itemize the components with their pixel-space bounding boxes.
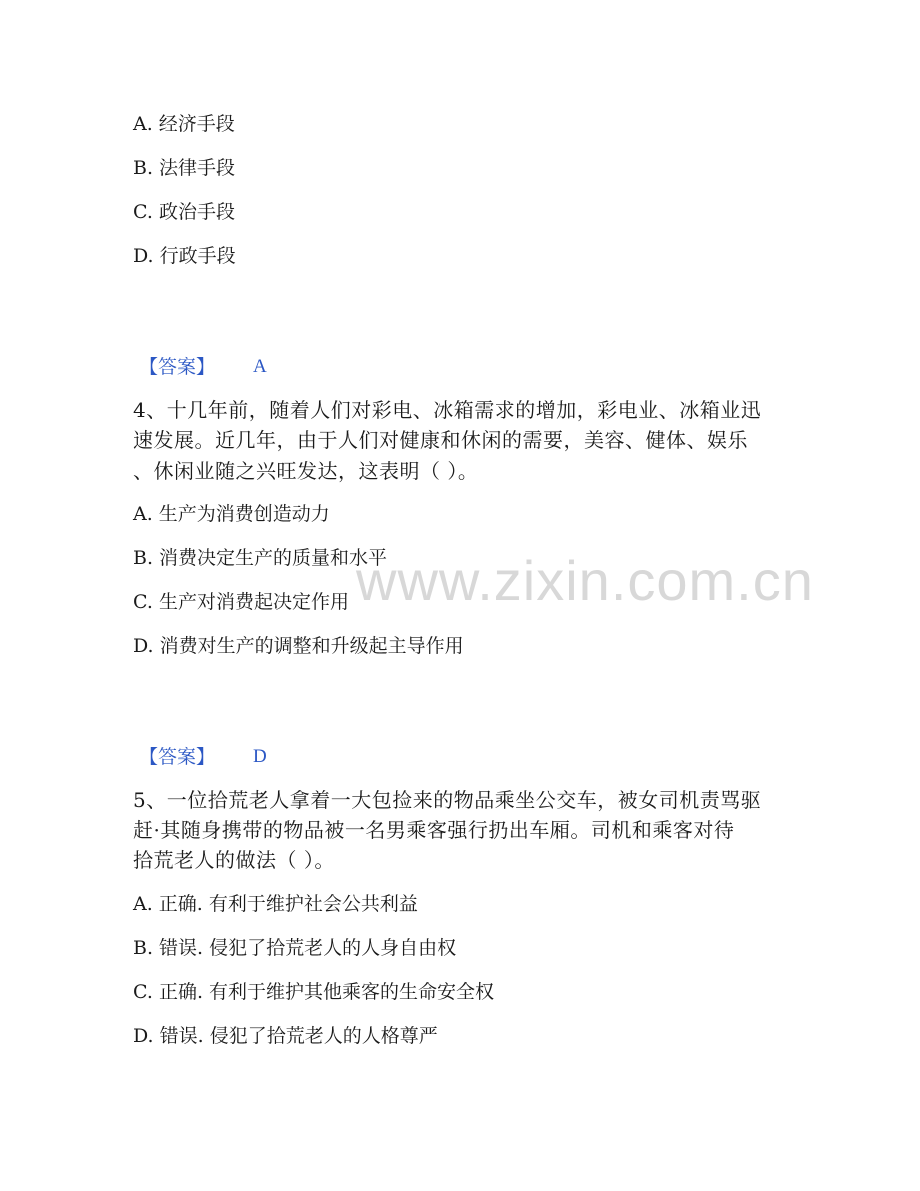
q5-stem-line-2: 赶·其随身携带的物品被一名男乘客强行扔出车厢。司机和乘客对待 — [133, 818, 735, 842]
q5-option-c: C. 正确. 有利于维护其他乘客的生命安全权 — [133, 981, 495, 1003]
q4-option-c: C. 生产对消费起决定作用 — [133, 591, 349, 613]
answer-value: A — [253, 356, 267, 377]
q4-stem-line-3: 、休闲业随之兴旺发达，这表明（ ）。 — [133, 459, 479, 483]
q4-answer — [139, 745, 267, 769]
q3-option-d: D. 行政手段 — [133, 245, 236, 267]
q3-option-a: A. 经济手段 — [133, 113, 235, 135]
q4-stem-line-1: 4、十几年前，随着人们对彩电、冰箱需求的增加，彩电业、冰箱业迅 — [133, 398, 762, 422]
answer-label: 【答案】 — [139, 356, 216, 378]
q3-answer — [139, 355, 267, 379]
q5-option-b: B. 错误. 侵犯了拾荒老人的人身自由权 — [133, 937, 457, 959]
answer-label: 【答案】 — [139, 746, 216, 768]
q5-stem-line-3: 拾荒老人的做法（ ）。 — [133, 848, 335, 872]
q3-option-c: C. 政治手段 — [133, 201, 235, 223]
q3-option-b: B. 法律手段 — [133, 157, 236, 179]
watermark: www.zixin.com.cn — [356, 549, 814, 612]
q5-option-a: A. 正确. 有利于维护社会公共利益 — [133, 893, 418, 915]
q4-option-d: D. 消费对生产的调整和升级起主导作用 — [133, 635, 464, 657]
q5-stem-line-1: 5、一位拾荒老人拿着一大包捡来的物品乘坐公交车，被女司机责骂驱 — [133, 788, 762, 812]
q4-option-b: B. 消费决定生产的质量和水平 — [133, 547, 388, 569]
q5-option-d: D. 错误. 侵犯了拾荒老人的人格尊严 — [133, 1025, 438, 1047]
answer-value: D — [253, 746, 267, 767]
q4-stem-line-2: 速发展。近几年，由于人们对健康和休闲的需要，美容、健体、娱乐 — [133, 428, 748, 452]
q4-option-a: A. 生产为消费创造动力 — [133, 503, 330, 525]
